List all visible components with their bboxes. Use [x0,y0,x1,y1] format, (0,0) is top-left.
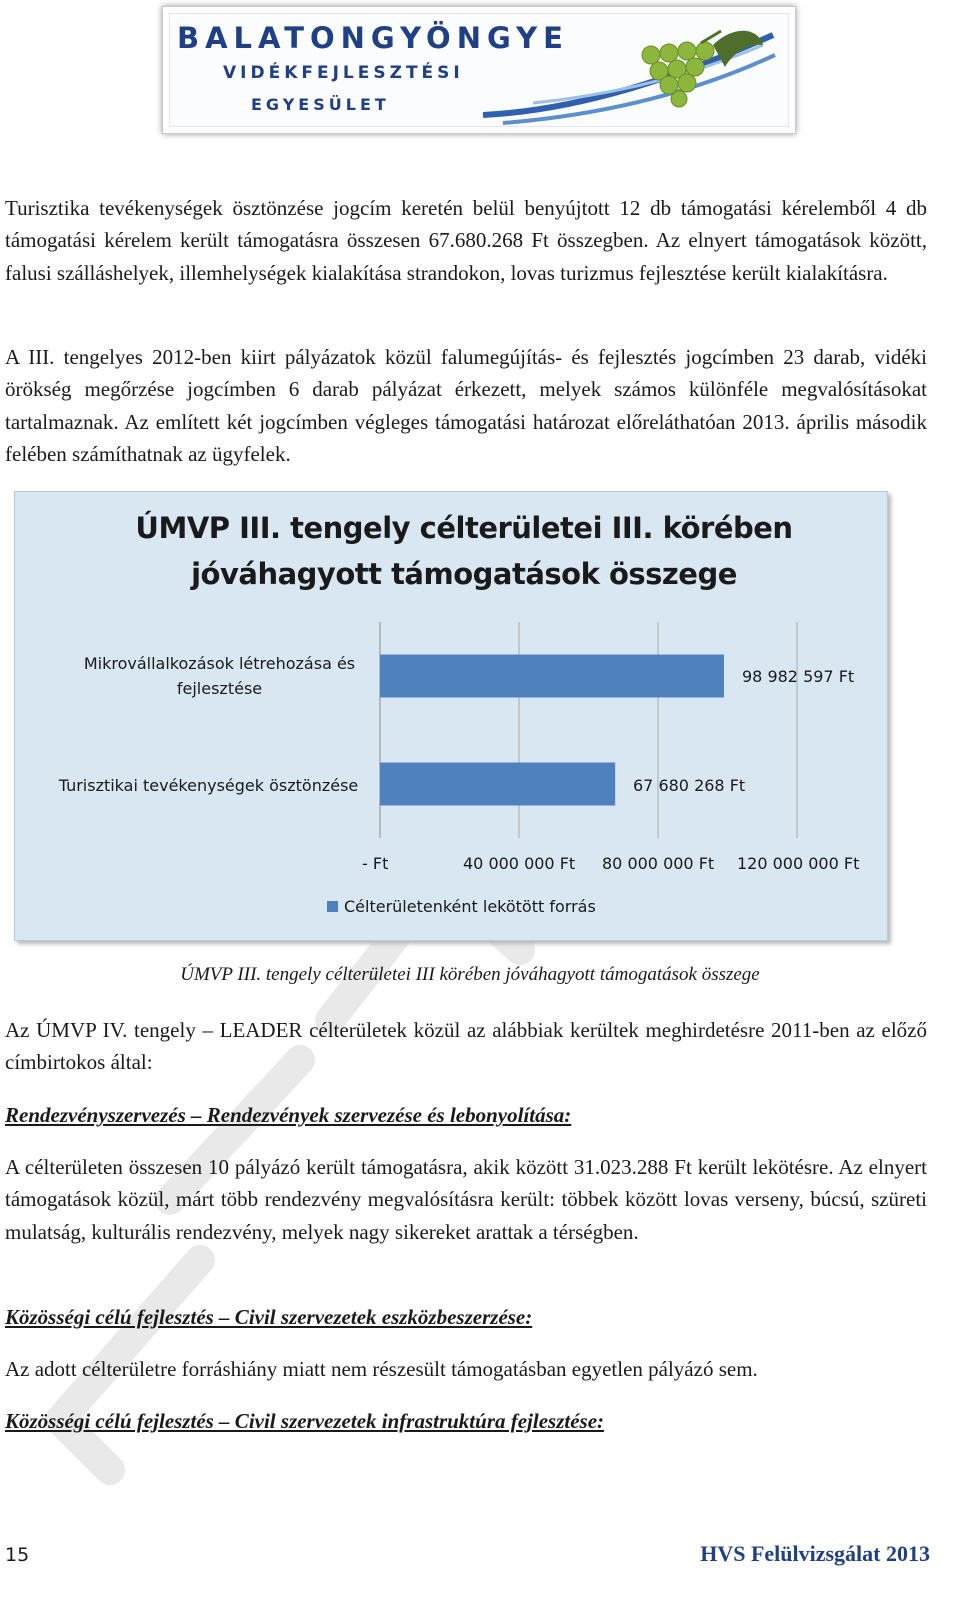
category-label-mikrovallalkozasok: Mikrovállalkozások létrehozása és fejlesztése [83,654,356,698]
section-heading-rendezvenyszervezes: Rendezvényszervezés – Rendezvények szervezése és lebonyolítása: [5,1103,572,1127]
value-label-turisztikai: 67 680 268 Ft [633,776,746,795]
value-label-mikrovallalkozasok: 98 982 597 Ft [742,667,855,686]
footer-title: HVS Felülvizsgálat 2013 [700,1541,930,1566]
section-heading-eszkozbeszerzes: Közösségi célú fejlesztés – Civil szervezetek eszközbeszerzése: [5,1305,533,1329]
section-heading-infrastruktura: Közösségi célú fejlesztés – Civil szervezetek infrastruktúra fejlesztése: [5,1409,605,1433]
chart-caption: ÚMVP III. tengely célterületei III körében jóváhagyott támogatások összege [180,964,760,985]
page-number: 15 [5,1544,30,1566]
paragraph-leader: Az ÚMVP IV. tengely – LEADER célterületek közül az alábbiak kerültek meghirdetésre 2011-ben az előző címbirtokos által: [5,1018,927,1075]
paragraph-iii-tengely: A III. tengelyes 2012-ben kiirt pályázatok közül falumegújítás- és fejlesztés jogcímben 23 darab, vidéki örökség megőrzése jogcímben 6 darab pályázat érkezett, melyek számos különféle megvalósításokat tartalmaznak. Az említett két jogcímben végleges támogatási határozat előreláthatóan 2013. április második felében számíthatnak az ügyfelek. [5,345,927,467]
chart-legend [327,897,596,916]
logo-subtitle-2: EGYESÜLET [251,95,390,114]
x-tick-label: - Ft [362,854,389,873]
category-label-turisztikai: Turisztikai tevékenységek ösztönzése [58,776,359,795]
x-tick-label: 120 000 000 Ft [737,854,860,873]
legend-label: Célterületenként lekötött forrás [344,897,596,916]
paragraph-turisztika: Turisztika tevékenységek ösztönzése jogcím keretén belül benyújtott 12 db támogatási kérelemből 4 db támogatási kérelem került támogatásra összesen 67.680.268 Ft összegben. Az elnyert támogatások között, falusi szálláshelyek, illemhelységek kialakítása strandokon, lovas turizmus fejlesztése került kialakításra. [5,196,927,285]
chart-title [14,505,914,597]
paragraph-eszkozbeszerzes: Az adott célterületre forráshiány miatt nem részesült támogatásban egyetlen pályázó sem. [5,1357,758,1381]
chart-title-line2: jóváhagyott támogatások összege [191,557,737,591]
chart-title-line1: ÚMVP III. tengely célterületei III. körében [135,511,793,545]
x-tick-label: 40 000 000 Ft [463,854,576,873]
x-tick-label: 80 000 000 Ft [602,854,715,873]
logo-title: BALATONGYÖNGYE [177,21,569,55]
grape-wave-icon [463,15,783,127]
logo-subtitle: VIDÉKFEJLESZTÉSI [223,63,464,83]
header-logo [162,6,796,134]
paragraph-rendezvenyszervezes: A célterületen összesen 10 pályázó került támogatásra, akik között 31.023.288 Ft került lekötésre. Az elnyert támogatások közül, márt több rendezvény megvalósításra került: többek között lovas verseny, búcsú, szüreti mulatság, kulturális rendezvény, melyek nagy sikereket arattak a térségben. [5,1155,927,1244]
legend-swatch [327,901,338,912]
